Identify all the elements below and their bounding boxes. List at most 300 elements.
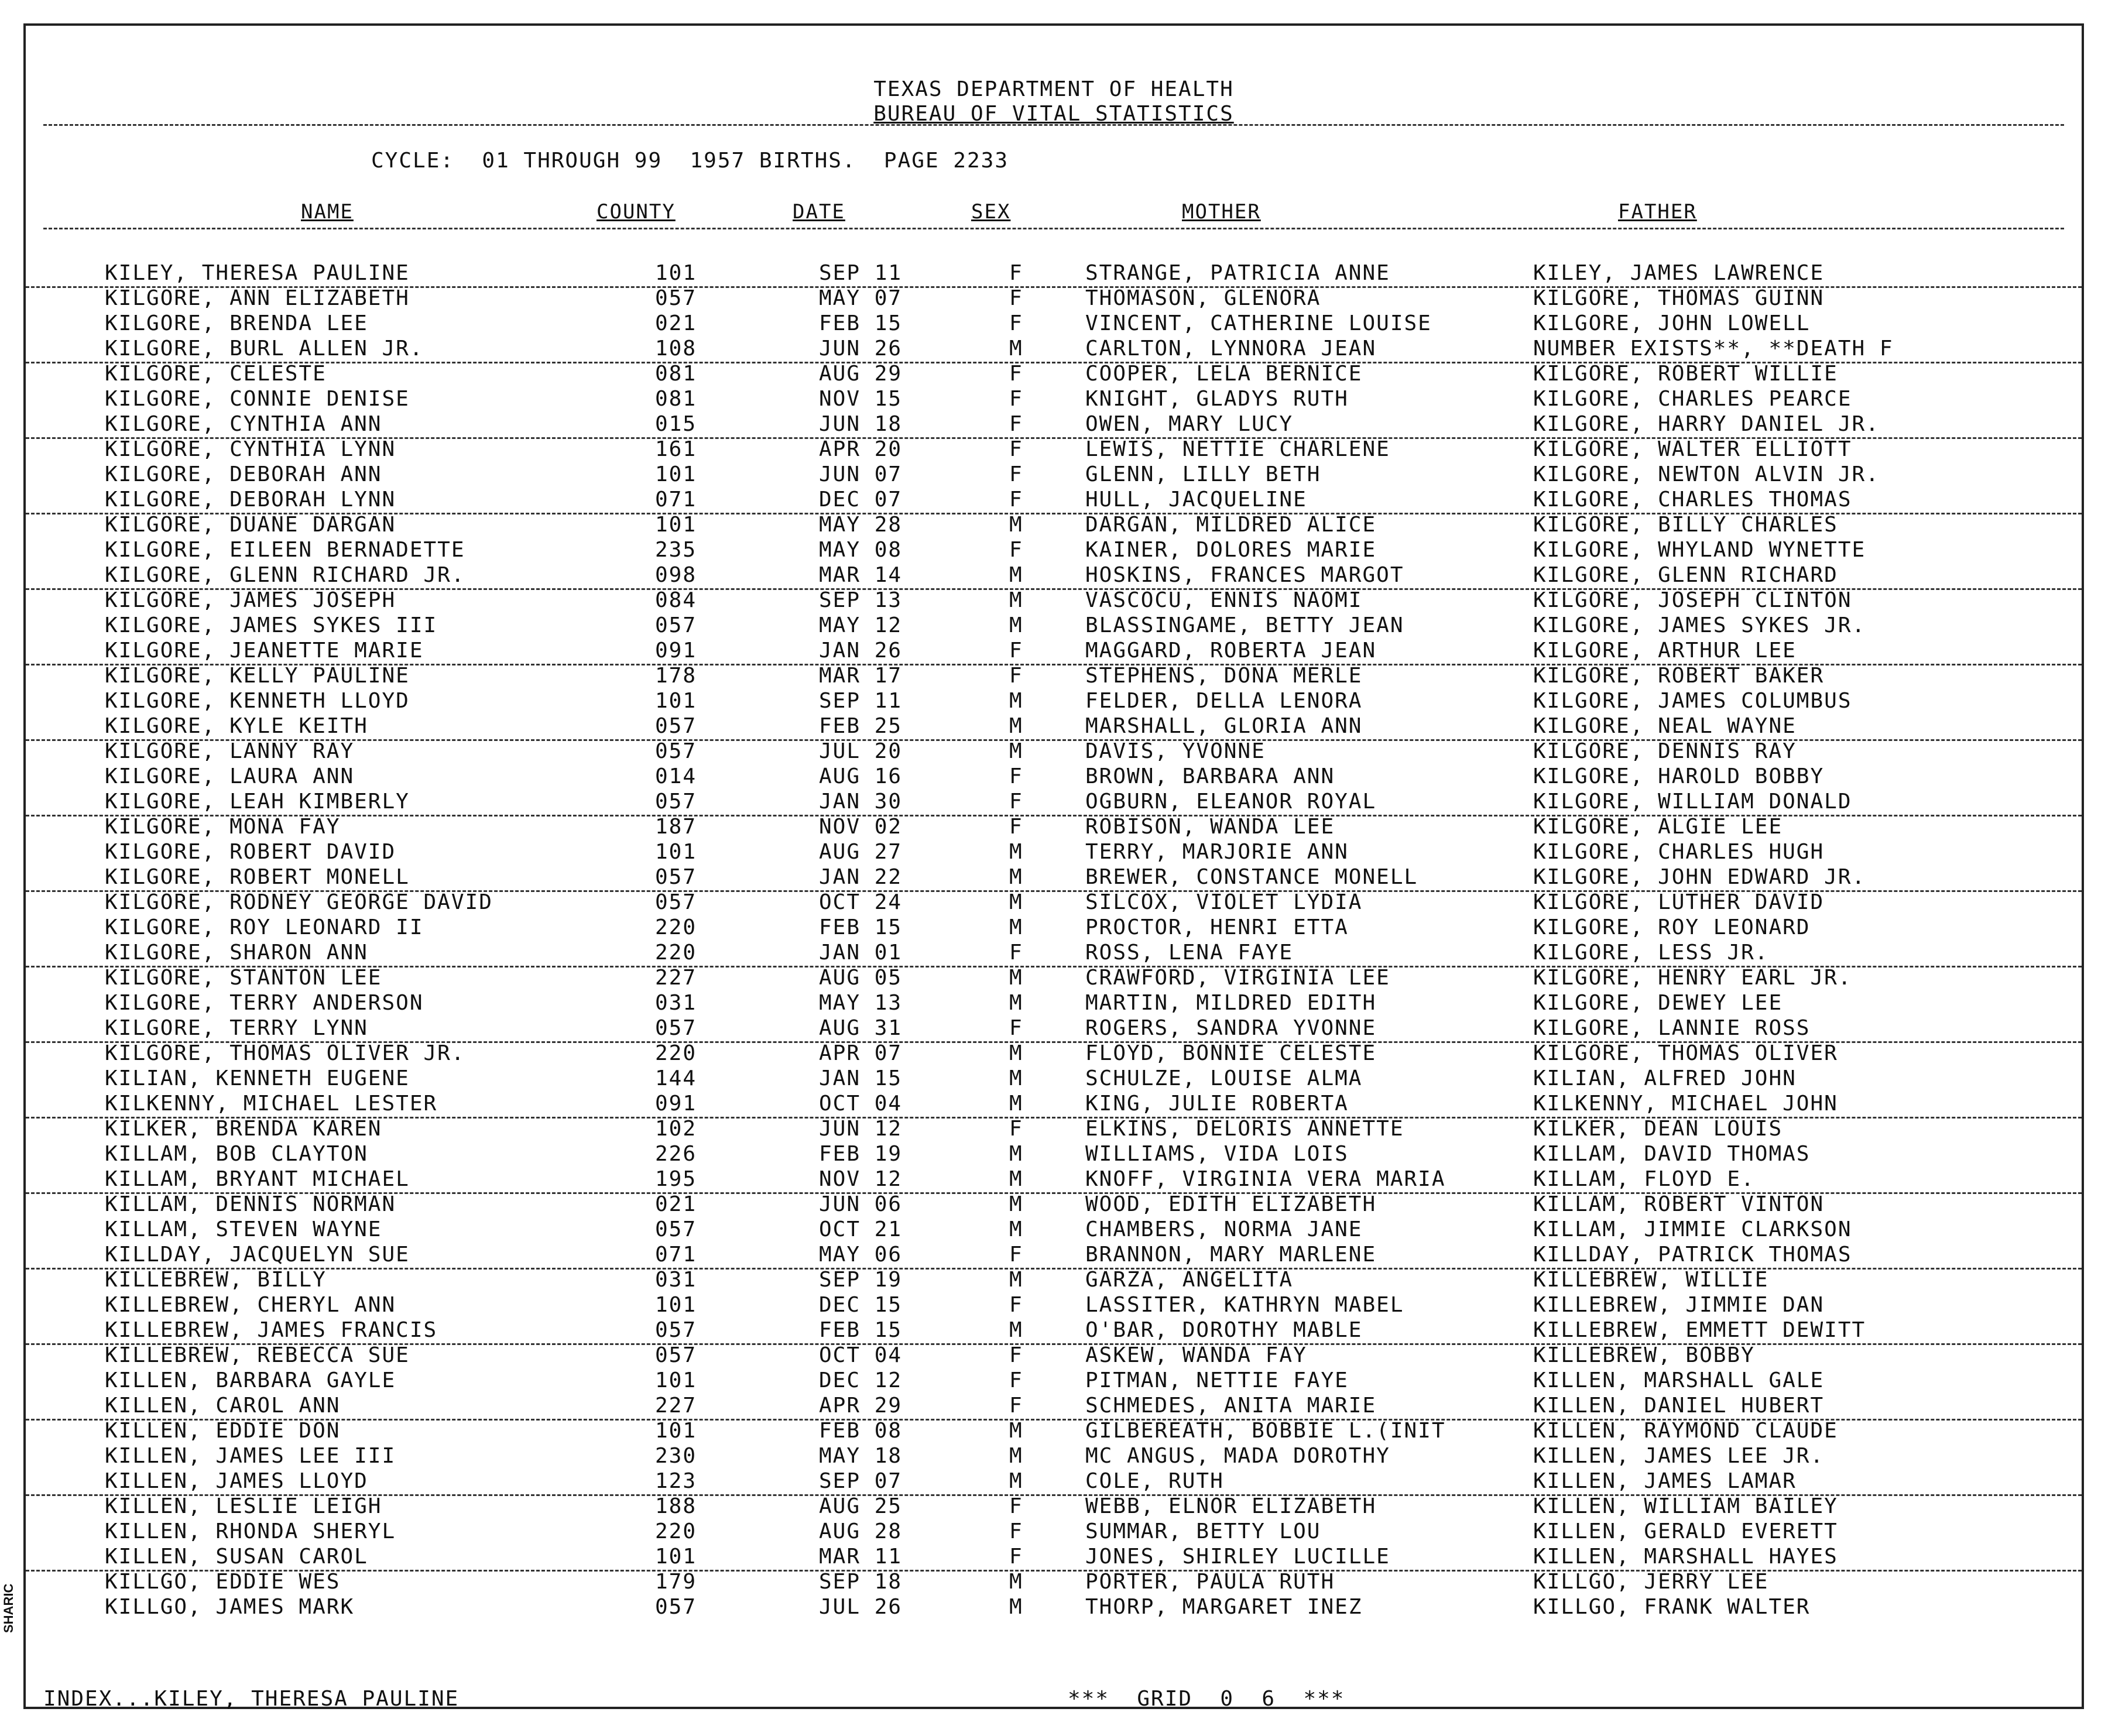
- record-row: [26, 714, 2082, 741]
- record-father: KILLEBREW, BOBBY: [1533, 1343, 1755, 1367]
- record-county: 071: [655, 1243, 697, 1267]
- record-mother: THOMASON, GLENORA: [1085, 286, 1321, 310]
- record-row: [26, 1545, 2082, 1572]
- record-mother: LASSITER, KATHRYN MABEL: [1085, 1293, 1404, 1317]
- record-row: [26, 1343, 2082, 1368]
- record-date: JUL 20: [819, 739, 903, 763]
- record-row: [26, 991, 2082, 1016]
- record-sex: M: [1009, 991, 1023, 1015]
- record-date: AUG 31: [819, 1016, 903, 1040]
- record-county: 220: [655, 941, 697, 965]
- record-sex: F: [1009, 311, 1023, 335]
- record-date: MAY 18: [819, 1444, 903, 1468]
- record-name: KILGORE, STANTON LEE: [105, 966, 382, 990]
- record-name: KILGORE, MONA FAY: [105, 815, 341, 839]
- record-row: [26, 1469, 2082, 1496]
- record-name: KILGORE, SHARON ANN: [105, 941, 368, 965]
- record-row: [26, 840, 2082, 865]
- record-mother: FLOYD, BONNIE CELESTE: [1085, 1041, 1377, 1065]
- record-sex: F: [1009, 462, 1023, 486]
- record-date: MAR 17: [819, 664, 903, 688]
- record-father: KILLGO, FRANK WALTER: [1533, 1595, 1811, 1619]
- record-date: MAY 12: [819, 613, 903, 637]
- record-mother: TERRY, MARJORIE ANN: [1085, 840, 1349, 864]
- record-county: 057: [655, 714, 697, 738]
- record-row: [26, 1092, 2082, 1119]
- record-father: KILLAM, DAVID THOMAS: [1533, 1142, 1811, 1166]
- record-sex: F: [1009, 387, 1023, 411]
- record-name: KILGORE, LAURA ANN: [105, 764, 355, 788]
- record-sex: M: [1009, 1419, 1023, 1443]
- record-county: 057: [655, 613, 697, 637]
- record-name: KILGORE, EILEEN BERNADETTE: [105, 538, 465, 562]
- record-father: KILGORE, JOSEPH CLINTON: [1533, 588, 1852, 612]
- record-mother: KAINER, DOLORES MARIE: [1085, 538, 1377, 562]
- record-mother: GARZA, ANGELITA: [1085, 1268, 1294, 1292]
- record-sex: F: [1009, 1243, 1023, 1267]
- record-row: [26, 915, 2082, 941]
- record-date: OCT 21: [819, 1217, 903, 1241]
- record-county: 091: [655, 639, 697, 663]
- record-name: KILLGO, JAMES MARK: [105, 1595, 355, 1619]
- record-mother: MARTIN, MILDRED EDITH: [1085, 991, 1377, 1015]
- record-name: KILGORE, CONNIE DENISE: [105, 387, 410, 411]
- record-name: KILKER, BRENDA KAREN: [105, 1117, 382, 1141]
- record-mother: MARSHALL, GLORIA ANN: [1085, 714, 1363, 738]
- column-header-name: NAME: [301, 200, 354, 224]
- record-name: KILGORE, TERRY LYNN: [105, 1016, 368, 1040]
- record-date: MAR 14: [819, 563, 903, 587]
- record-county: 091: [655, 1092, 697, 1116]
- record-county: 101: [655, 840, 697, 864]
- record-date: AUG 28: [819, 1519, 903, 1543]
- record-name: KILGORE, CELESTE: [105, 362, 327, 386]
- record-sex: M: [1009, 1066, 1023, 1090]
- record-sex: F: [1009, 261, 1023, 285]
- record-row: [26, 513, 2082, 538]
- record-father: KILGORE, DEWEY LEE: [1533, 991, 1783, 1015]
- record-sex: F: [1009, 941, 1023, 965]
- record-sex: M: [1009, 915, 1023, 939]
- record-father: KILGORE, WHYLAND WYNETTE: [1533, 538, 1866, 562]
- record-county: 101: [655, 513, 697, 537]
- record-county: 220: [655, 1519, 697, 1543]
- record-mother: DARGAN, MILDRED ALICE: [1085, 513, 1377, 537]
- record-mother: COLE, RUTH: [1085, 1469, 1224, 1493]
- record-mother: KING, JULIE ROBERTA: [1085, 1092, 1349, 1116]
- record-father: KILLAM, ROBERT VINTON: [1533, 1192, 1825, 1216]
- side-label: SHARIC: [1, 1583, 16, 1633]
- record-county: 031: [655, 1268, 697, 1292]
- record-mother: THORP, MARGARET INEZ: [1085, 1595, 1363, 1619]
- record-date: APR 20: [819, 437, 903, 461]
- record-date: OCT 04: [819, 1343, 903, 1367]
- column-header-rule: [43, 228, 2064, 229]
- record-county: 071: [655, 488, 697, 512]
- record-county: 014: [655, 764, 697, 788]
- record-mother: WEBB, ELNOR ELIZABETH: [1085, 1494, 1377, 1518]
- record-name: KILLEN, JAMES LLOYD: [105, 1469, 368, 1493]
- record-mother: SCHMEDES, ANITA MARIE: [1085, 1394, 1377, 1418]
- record-date: MAY 28: [819, 513, 903, 537]
- record-sex: M: [1009, 966, 1023, 990]
- record-date: JUN 12: [819, 1117, 903, 1141]
- record-row: [26, 1419, 2082, 1444]
- record-mother: ROSS, LENA FAYE: [1085, 941, 1294, 965]
- record-father: KILLEBREW, JIMMIE DAN: [1533, 1293, 1825, 1317]
- record-county: 057: [655, 1595, 697, 1619]
- record-father: KILGORE, CHARLES PEARCE: [1533, 387, 1852, 411]
- record-mother: FELDER, DELLA LENORA: [1085, 689, 1363, 713]
- record-name: KILKENNY, MICHAEL LESTER: [105, 1092, 438, 1116]
- record-mother: WOOD, EDITH ELIZABETH: [1085, 1192, 1377, 1216]
- record-name: KILGORE, BURL ALLEN JR.: [105, 337, 424, 361]
- record-mother: HOSKINS, FRANCES MARGOT: [1085, 563, 1404, 587]
- record-mother: KNOFF, VIRGINIA VERA MARIA: [1085, 1167, 1446, 1191]
- record-county: 015: [655, 412, 697, 436]
- record-date: SEP 19: [819, 1268, 903, 1292]
- record-date: DEC 07: [819, 488, 903, 512]
- record-county: 230: [655, 1444, 697, 1468]
- record-row: [26, 966, 2082, 991]
- record-date: JUN 07: [819, 462, 903, 486]
- record-sex: F: [1009, 664, 1023, 688]
- record-name: KILGORE, JAMES JOSEPH: [105, 588, 396, 612]
- record-row: [26, 1394, 2082, 1421]
- record-county: 101: [655, 1293, 697, 1317]
- record-mother: SUMMAR, BETTY LOU: [1085, 1519, 1321, 1543]
- record-county: 161: [655, 437, 697, 461]
- record-name: KILLEN, CAROL ANN: [105, 1394, 341, 1418]
- record-county: 098: [655, 563, 697, 587]
- record-sex: M: [1009, 1167, 1023, 1191]
- record-county: 057: [655, 1318, 697, 1342]
- record-date: SEP 18: [819, 1570, 903, 1594]
- record-county: 102: [655, 1117, 697, 1141]
- header-rule: [43, 124, 2064, 126]
- record-name: KILGORE, DEBORAH ANN: [105, 462, 382, 486]
- record-father: KILGORE, BILLY CHARLES: [1533, 513, 1838, 537]
- record-name: KILLGO, EDDIE WES: [105, 1570, 341, 1594]
- record-county: 057: [655, 865, 697, 889]
- department-title: TEXAS DEPARTMENT OF HEALTH: [873, 77, 1234, 101]
- record-county: 057: [655, 286, 697, 310]
- record-father: KILLAM, JIMMIE CLARKSON: [1533, 1217, 1852, 1241]
- record-sex: M: [1009, 1217, 1023, 1241]
- record-county: 220: [655, 915, 697, 939]
- record-county: 057: [655, 1016, 697, 1040]
- record-date: FEB 15: [819, 311, 903, 335]
- record-row: [26, 563, 2082, 590]
- cycle-line: CYCLE: 01 THROUGH 99 1957 BIRTHS. PAGE 2233: [371, 149, 1009, 173]
- record-mother: ROGERS, SANDRA YVONNE: [1085, 1016, 1377, 1040]
- record-row: [26, 311, 2082, 337]
- record-date: SEP 07: [819, 1469, 903, 1493]
- record-father: KILLEN, JAMES LAMAR: [1533, 1469, 1797, 1493]
- record-mother: OGBURN, ELEANOR ROYAL: [1085, 790, 1377, 814]
- record-row: [26, 588, 2082, 613]
- record-date: FEB 15: [819, 1318, 903, 1342]
- record-county: 101: [655, 1368, 697, 1392]
- record-sex: M: [1009, 588, 1023, 612]
- record-father: KILGORE, LESS JR.: [1533, 941, 1769, 965]
- record-county: 220: [655, 1041, 697, 1065]
- record-date: DEC 12: [819, 1368, 903, 1392]
- record-father: KILLEN, GERALD EVERETT: [1533, 1519, 1838, 1543]
- record-sex: F: [1009, 1545, 1023, 1569]
- record-row: [26, 1142, 2082, 1167]
- record-father: KILGORE, NEWTON ALVIN JR.: [1533, 462, 1880, 486]
- record-date: JAN 01: [819, 941, 903, 965]
- record-sex: M: [1009, 714, 1023, 738]
- index-footer: INDEX...KILEY, THERESA PAULINE: [43, 1687, 460, 1711]
- record-date: FEB 19: [819, 1142, 903, 1166]
- record-sex: M: [1009, 1318, 1023, 1342]
- record-father: KILGORE, LUTHER DAVID: [1533, 890, 1825, 914]
- record-mother: VASCOCU, ENNIS NAOMI: [1085, 588, 1363, 612]
- record-name: KILLEBREW, BILLY: [105, 1268, 327, 1292]
- record-sex: M: [1009, 513, 1023, 537]
- record-row: [26, 865, 2082, 892]
- record-name: KILLAM, BOB CLAYTON: [105, 1142, 368, 1166]
- record-row: [26, 1293, 2082, 1318]
- record-father: KILGORE, CHARLES HUGH: [1533, 840, 1825, 864]
- record-sex: F: [1009, 362, 1023, 386]
- record-county: 057: [655, 790, 697, 814]
- record-county: 057: [655, 739, 697, 763]
- record-sex: F: [1009, 790, 1023, 814]
- record-date: JAN 26: [819, 639, 903, 663]
- record-name: KILGORE, RODNEY GEORGE DAVID: [105, 890, 493, 914]
- record-mother: COOPER, LELA BERNICE: [1085, 362, 1363, 386]
- record-name: KILGORE, ROY LEONARD II: [105, 915, 424, 939]
- record-date: OCT 04: [819, 1092, 903, 1116]
- record-row: [26, 1041, 2082, 1066]
- record-row: [26, 437, 2082, 462]
- record-name: KILGORE, DUANE DARGAN: [105, 513, 396, 537]
- record-mother: BROWN, BARBARA ANN: [1085, 764, 1335, 788]
- record-name: KILLAM, DENNIS NORMAN: [105, 1192, 396, 1216]
- record-name: KILLEN, JAMES LEE III: [105, 1444, 396, 1468]
- record-county: 226: [655, 1142, 697, 1166]
- column-header-date: DATE: [793, 200, 845, 224]
- record-sex: M: [1009, 337, 1023, 361]
- record-name: KILGORE, JAMES SYKES III: [105, 613, 438, 637]
- record-date: JAN 15: [819, 1066, 903, 1090]
- record-row: [26, 1066, 2082, 1092]
- record-mother: BRANNON, MARY MARLENE: [1085, 1243, 1377, 1267]
- record-date: MAY 06: [819, 1243, 903, 1267]
- record-father: KILGORE, DENNIS RAY: [1533, 739, 1797, 763]
- record-father: KILGORE, ALGIE LEE: [1533, 815, 1783, 839]
- record-date: MAY 08: [819, 538, 903, 562]
- record-father: KILGORE, HARRY DANIEL JR.: [1533, 412, 1880, 436]
- record-name: KILGORE, BRENDA LEE: [105, 311, 368, 335]
- record-row: [26, 1217, 2082, 1243]
- record-date: DEC 15: [819, 1293, 903, 1317]
- record-sex: M: [1009, 739, 1023, 763]
- record-mother: ROBISON, WANDA LEE: [1085, 815, 1335, 839]
- record-father: KILGORE, JOHN LOWELL: [1533, 311, 1811, 335]
- record-date: AUG 27: [819, 840, 903, 864]
- record-date: JUN 26: [819, 337, 903, 361]
- record-sex: M: [1009, 1469, 1023, 1493]
- record-name: KILLEN, RHONDA SHERYL: [105, 1519, 396, 1543]
- record-name: KILGORE, DEBORAH LYNN: [105, 488, 396, 512]
- record-county: 101: [655, 1545, 697, 1569]
- record-county: 227: [655, 1394, 697, 1418]
- record-sex: F: [1009, 538, 1023, 562]
- record-date: APR 07: [819, 1041, 903, 1065]
- record-row: [26, 941, 2082, 968]
- record-name: KILLEBREW, JAMES FRANCIS: [105, 1318, 438, 1342]
- record-row: [26, 815, 2082, 840]
- record-row: [26, 1519, 2082, 1545]
- record-date: NOV 02: [819, 815, 903, 839]
- record-date: OCT 24: [819, 890, 903, 914]
- record-row: [26, 764, 2082, 790]
- record-sex: M: [1009, 613, 1023, 637]
- record-date: JAN 22: [819, 865, 903, 889]
- record-name: KILLDAY, JACQUELYN SUE: [105, 1243, 410, 1267]
- record-name: KILIAN, KENNETH EUGENE: [105, 1066, 410, 1090]
- column-header-sex: SEX: [971, 200, 1011, 224]
- record-father: KILIAN, ALFRED JOHN: [1533, 1066, 1797, 1090]
- record-county: 057: [655, 890, 697, 914]
- record-name: KILLEBREW, REBECCA SUE: [105, 1343, 410, 1367]
- record-row: [26, 462, 2082, 488]
- record-sex: F: [1009, 815, 1023, 839]
- record-name: KILEY, THERESA PAULINE: [105, 261, 410, 285]
- record-row: [26, 412, 2082, 439]
- record-row: [26, 387, 2082, 412]
- record-father: KILGORE, JAMES SYKES JR.: [1533, 613, 1866, 637]
- record-name: KILLEN, BARBARA GAYLE: [105, 1368, 396, 1392]
- ledger-page: [23, 23, 2084, 1709]
- record-father: KILLEN, WILLIAM BAILEY: [1533, 1494, 1838, 1518]
- record-father: KILKER, DEAN LOUIS: [1533, 1117, 1783, 1141]
- record-father: KILGORE, HENRY EARL JR.: [1533, 966, 1852, 990]
- record-sex: M: [1009, 1041, 1023, 1065]
- record-county: 031: [655, 991, 697, 1015]
- column-header-father: FATHER: [1618, 200, 1697, 224]
- record-county: 123: [655, 1469, 697, 1493]
- record-sex: F: [1009, 1519, 1023, 1543]
- record-sex: M: [1009, 1595, 1023, 1619]
- record-sex: M: [1009, 1092, 1023, 1116]
- record-father: KILLGO, JERRY LEE: [1533, 1570, 1769, 1594]
- record-name: KILLEN, EDDIE DON: [105, 1419, 341, 1443]
- record-sex: F: [1009, 437, 1023, 461]
- record-row: [26, 1167, 2082, 1194]
- record-father: KILGORE, HAROLD BOBBY: [1533, 764, 1825, 788]
- record-date: APR 29: [819, 1394, 903, 1418]
- record-row: [26, 1570, 2082, 1595]
- record-row: [26, 1268, 2082, 1293]
- record-sex: F: [1009, 1343, 1023, 1367]
- record-name: KILGORE, GLENN RICHARD JR.: [105, 563, 465, 587]
- record-mother: PROCTOR, HENRI ETTA: [1085, 915, 1349, 939]
- record-father: KILKENNY, MICHAEL JOHN: [1533, 1092, 1838, 1116]
- record-mother: STRANGE, PATRICIA ANNE: [1085, 261, 1390, 285]
- record-name: KILLEN, SUSAN CAROL: [105, 1545, 368, 1569]
- record-mother: SCHULZE, LOUISE ALMA: [1085, 1066, 1363, 1090]
- record-row: [26, 538, 2082, 563]
- record-father: KILLEN, MARSHALL HAYES: [1533, 1545, 1838, 1569]
- record-county: 021: [655, 311, 697, 335]
- record-father: KILLDAY, PATRICK THOMAS: [1533, 1243, 1852, 1267]
- record-row: [26, 790, 2082, 816]
- record-county: 195: [655, 1167, 697, 1191]
- record-mother: CRAWFORD, VIRGINIA LEE: [1085, 966, 1390, 990]
- record-sex: M: [1009, 840, 1023, 864]
- record-name: KILGORE, CYNTHIA ANN: [105, 412, 382, 436]
- record-mother: JONES, SHIRLEY LUCILLE: [1085, 1545, 1390, 1569]
- record-county: 108: [655, 337, 697, 361]
- record-row: [26, 739, 2082, 764]
- record-name: KILLAM, BRYANT MICHAEL: [105, 1167, 410, 1191]
- record-county: 021: [655, 1192, 697, 1216]
- bureau-title: BUREAU OF VITAL STATISTICS: [873, 102, 1234, 126]
- record-county: 101: [655, 1419, 697, 1443]
- record-name: KILGORE, ROBERT DAVID: [105, 840, 396, 864]
- record-date: JUL 26: [819, 1595, 903, 1619]
- record-father: KILGORE, CHARLES THOMAS: [1533, 488, 1852, 512]
- record-sex: F: [1009, 1117, 1023, 1141]
- record-father: KILGORE, ROBERT WILLIE: [1533, 362, 1838, 386]
- record-name: KILGORE, KELLY PAULINE: [105, 664, 410, 688]
- record-father: KILGORE, GLENN RICHARD: [1533, 563, 1838, 587]
- record-sex: F: [1009, 1494, 1023, 1518]
- column-header-county: COUNTY: [597, 200, 676, 224]
- record-date: FEB 25: [819, 714, 903, 738]
- record-county: 101: [655, 261, 697, 285]
- record-name: KILGORE, CYNTHIA LYNN: [105, 437, 396, 461]
- record-father: KILGORE, THOMAS GUINN: [1533, 286, 1825, 310]
- record-name: KILGORE, THOMAS OLIVER JR.: [105, 1041, 465, 1065]
- record-county: 057: [655, 1217, 697, 1241]
- record-row: [26, 639, 2082, 665]
- record-father: KILLEN, RAYMOND CLAUDE: [1533, 1419, 1838, 1443]
- record-county: 081: [655, 387, 697, 411]
- record-date: NOV 12: [819, 1167, 903, 1191]
- record-father: KILGORE, NEAL WAYNE: [1533, 714, 1797, 738]
- record-date: MAR 11: [819, 1545, 903, 1569]
- record-date: SEP 11: [819, 261, 903, 285]
- record-row: [26, 1444, 2082, 1469]
- record-name: KILGORE, ANN ELIZABETH: [105, 286, 410, 310]
- record-county: 101: [655, 689, 697, 713]
- record-name: KILLEN, LESLIE LEIGH: [105, 1494, 382, 1518]
- record-row: [26, 1016, 2082, 1043]
- record-mother: GLENN, LILLY BETH: [1085, 462, 1321, 486]
- record-sex: M: [1009, 1444, 1023, 1468]
- record-mother: VINCENT, CATHERINE LOUISE: [1085, 311, 1432, 335]
- record-sex: F: [1009, 1368, 1023, 1392]
- record-father: KILGORE, ROY LEONARD: [1533, 915, 1811, 939]
- record-sex: M: [1009, 1268, 1023, 1292]
- column-header-mother: MOTHER: [1182, 200, 1261, 224]
- record-mother: ELKINS, DELORIS ANNETTE: [1085, 1117, 1404, 1141]
- record-mother: MAGGARD, ROBERTA JEAN: [1085, 639, 1377, 663]
- record-mother: MC ANGUS, MADA DOROTHY: [1085, 1444, 1390, 1468]
- record-row: [26, 362, 2082, 387]
- record-sex: F: [1009, 764, 1023, 788]
- record-father: KILEY, JAMES LAWRENCE: [1533, 261, 1825, 285]
- record-father: KILGORE, LANNIE ROSS: [1533, 1016, 1811, 1040]
- record-row: [26, 689, 2082, 714]
- record-row: [26, 1595, 2082, 1620]
